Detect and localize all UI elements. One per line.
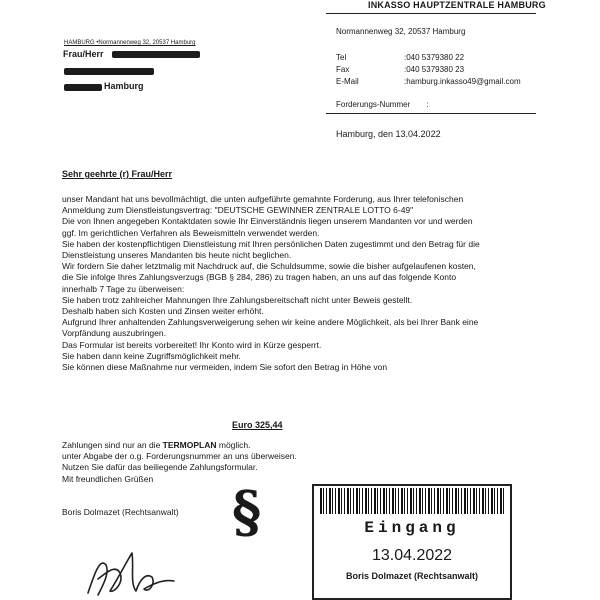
- body-line: Das Formular ist bereits vorbereitet! Ihr Konto wird in Kürze gesperrt.: [62, 339, 322, 350]
- letterhead-rule: [326, 13, 536, 14]
- paragraph-symbol: §: [232, 479, 262, 545]
- payee-name: TERMOPLAN: [162, 440, 217, 450]
- body-line: Vorpfändung auszubringen.: [62, 328, 166, 339]
- body-line: Wir fordern Sie daher letztmalig mit Nachdruck auf, die Schuldsumme, sowie die bisher aufgelaufenen kosten,: [62, 261, 476, 272]
- body-line: Die von Ihnen angegeben Kontaktdaten sowie Ihr Einverständnis liegen unserem Mandanten vor und werden: [62, 216, 473, 227]
- amount-due: Euro 325,44: [232, 420, 283, 430]
- reference-number: Forderungs-Nummer :: [336, 100, 429, 109]
- redaction-bar: [112, 51, 200, 58]
- handwritten-signature: [80, 535, 180, 600]
- date-line: Hamburg, den 13.04.2022: [336, 129, 441, 139]
- stamp-barcode: [320, 488, 504, 514]
- stamp-name: Boris Dolmazet (Rechtsanwalt): [345, 571, 479, 581]
- closing-line: unter Abgabe der o.g. Forderungsnummer an uns überweisen.: [62, 451, 297, 462]
- payment-block: [62, 440, 297, 485]
- company-name: INKASSO HAUPTZENTRALE HAMBURG: [368, 0, 546, 10]
- body-line: Anmeldung zum Dienstleistungsvertrag: "DEUTSCHE GEWINNER ZENTRALE LOTTO 6-49": [62, 205, 414, 216]
- body-line: Sie haben dann keine Zugriffsmöglichkeit mehr.: [62, 350, 241, 361]
- sender-return-line: HAMBURG •Normannenweg 32, 20537 Hamburg: [64, 40, 196, 46]
- body-line: Sie können diese Maßnahme nur vermeiden, indem Sie sofort den Betrag in Höhe von: [62, 362, 388, 373]
- body-line: unser Mandant hat uns bevollmächtigt, die unten aufgeführte gemahnte Forderung, aus Ihrer telefonischen: [62, 194, 464, 204]
- body-line: Sie haben der kostenpflichtigen Dienstleistung mit Ihren persönlichen Daten zugestimmt und den Betrag für die: [62, 238, 480, 249]
- stamp-title: Eingang: [364, 519, 460, 537]
- received-stamp: [312, 484, 512, 600]
- letter-greeting: Sehr geehrte (r) Frau/Herr: [62, 169, 173, 179]
- company-address: Normannenweg 32, 20537 Hamburg: [336, 27, 466, 36]
- stamp-date: 13.04.2022: [371, 547, 453, 564]
- body-line: ggf. Im gerichtlichen Verfahren als Beweismitteln verwendet werden.: [62, 227, 320, 238]
- reference-rule: [326, 113, 536, 114]
- body-line: Aufgrund Ihrer anhaltenden Zahlungsverweigerung sehen wir keine andere Möglichkeit, als bei Ihrer Bank eine: [62, 317, 479, 328]
- contact-fax: Fax :040 5379380 23: [336, 65, 465, 74]
- signatory-name: Boris Dolmazet (Rechtsanwalt): [62, 507, 179, 517]
- recipient-city: Hamburg: [104, 81, 144, 91]
- redaction-bar: [64, 68, 154, 75]
- redaction-bar: [64, 84, 102, 91]
- contact-block: [336, 53, 521, 89]
- payment-line: Zahlungen sind nur an die TERMOPLAN möglich.: [62, 440, 251, 450]
- recipient-salutation: Frau/Herr: [63, 49, 104, 59]
- closing-line: Mit freundlichen Grüßen: [62, 473, 154, 484]
- contact-tel: Tel :040 5379380 22: [336, 53, 465, 62]
- closing-line: Nutzen Sie dafür das beiliegende Zahlungsformular.: [62, 462, 258, 473]
- letter-body: [62, 194, 480, 373]
- body-line: Dienstleistung unseres Mandanten bis heute nicht beglichen.: [62, 250, 292, 261]
- body-line: innerhalb 7 Tage zu überweisen:: [62, 283, 185, 294]
- body-line: Sie haben trotz zahlreicher Mahnungen Ihre Zahlungsbereitschaft nicht unter Beweis gestellt.: [62, 294, 413, 305]
- body-line: die Sie infolge Ihres Zahlungsverzugs (BGB § 284, 286) zu tragen haben, an uns auf das folgende Konto: [62, 272, 457, 283]
- body-line: Deshalb haben sich Kosten und Zinsen weiter erhöht.: [62, 306, 264, 317]
- contact-email: E-Mail :hamburg.inkasso49@gmail.com: [336, 77, 521, 86]
